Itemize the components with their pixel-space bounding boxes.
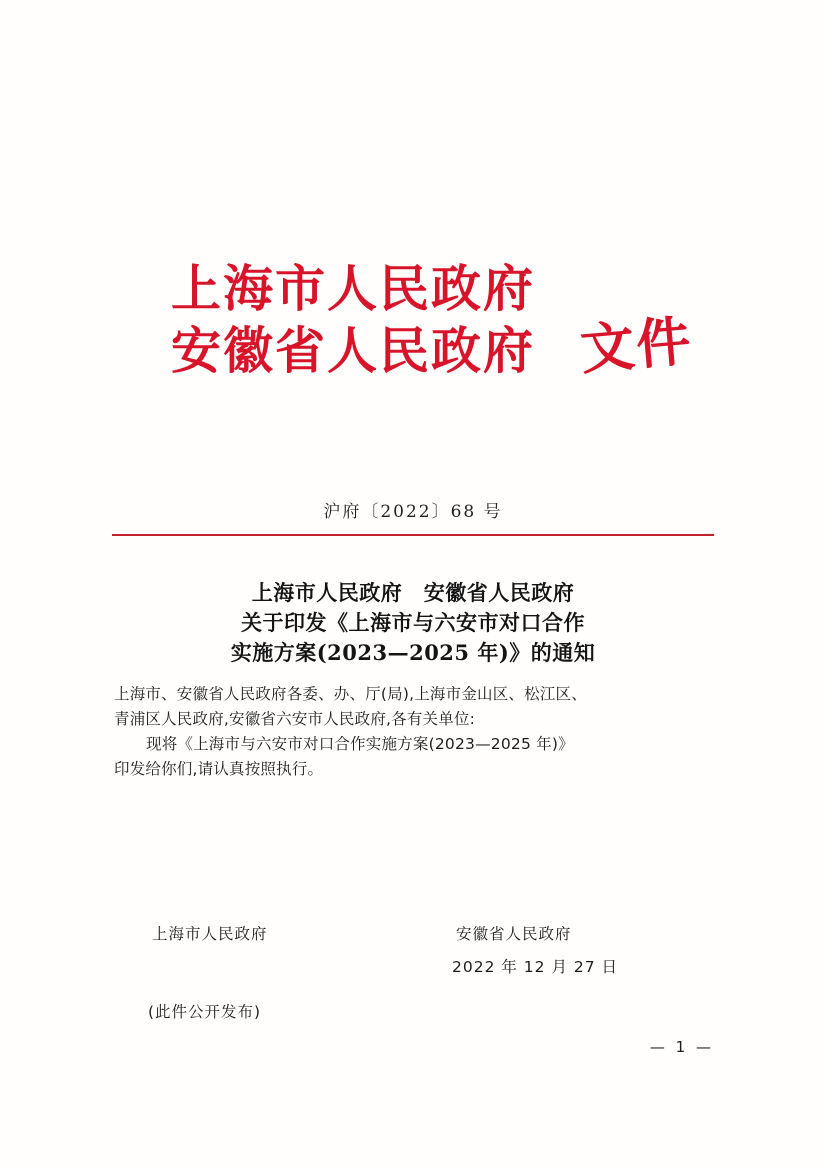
masthead-document-word: 文件 bbox=[577, 308, 695, 382]
masthead-line-anhui: 安徽省人民政府 bbox=[171, 321, 535, 380]
title-line-1: 上海市人民政府 安徽省人民政府 bbox=[251, 580, 575, 605]
body-line-1: 上海市、安徽省人民政府各委、办、厅(局),上海市金山区、松江区、 bbox=[114, 685, 587, 703]
signature-anhui: 安徽省人民政府 bbox=[456, 925, 572, 943]
red-divider-rule bbox=[112, 534, 714, 536]
document-body bbox=[114, 682, 714, 782]
body-line-4: 印发给你们,请认真按照执行。 bbox=[114, 760, 324, 778]
signature-date: 2022 年 12 月 27 日 bbox=[452, 958, 619, 976]
public-release-note: (此件公开发布) bbox=[148, 1003, 262, 1021]
masthead-agency-names bbox=[118, 258, 588, 382]
body-line-2: 青浦区人民政府,安徽省六安市人民政府,各有关单位: bbox=[114, 710, 476, 728]
masthead bbox=[0, 258, 826, 438]
page-number: — 1 — bbox=[649, 1038, 714, 1056]
document-number: 沪府〔2022〕68 号 bbox=[323, 502, 503, 522]
signature-shanghai: 上海市人民政府 bbox=[152, 925, 268, 943]
body-line-3: 现将《上海市与六安市对口合作实施方案(2023—2025 年)》 bbox=[146, 735, 574, 753]
document-title bbox=[112, 578, 714, 668]
masthead-line-shanghai: 上海市人民政府 bbox=[171, 259, 535, 318]
title-line-3: 实施方案(2023—2025 年)》的通知 bbox=[230, 640, 596, 665]
title-line-2: 关于印发《上海市与六安市对口合作 bbox=[241, 610, 585, 635]
